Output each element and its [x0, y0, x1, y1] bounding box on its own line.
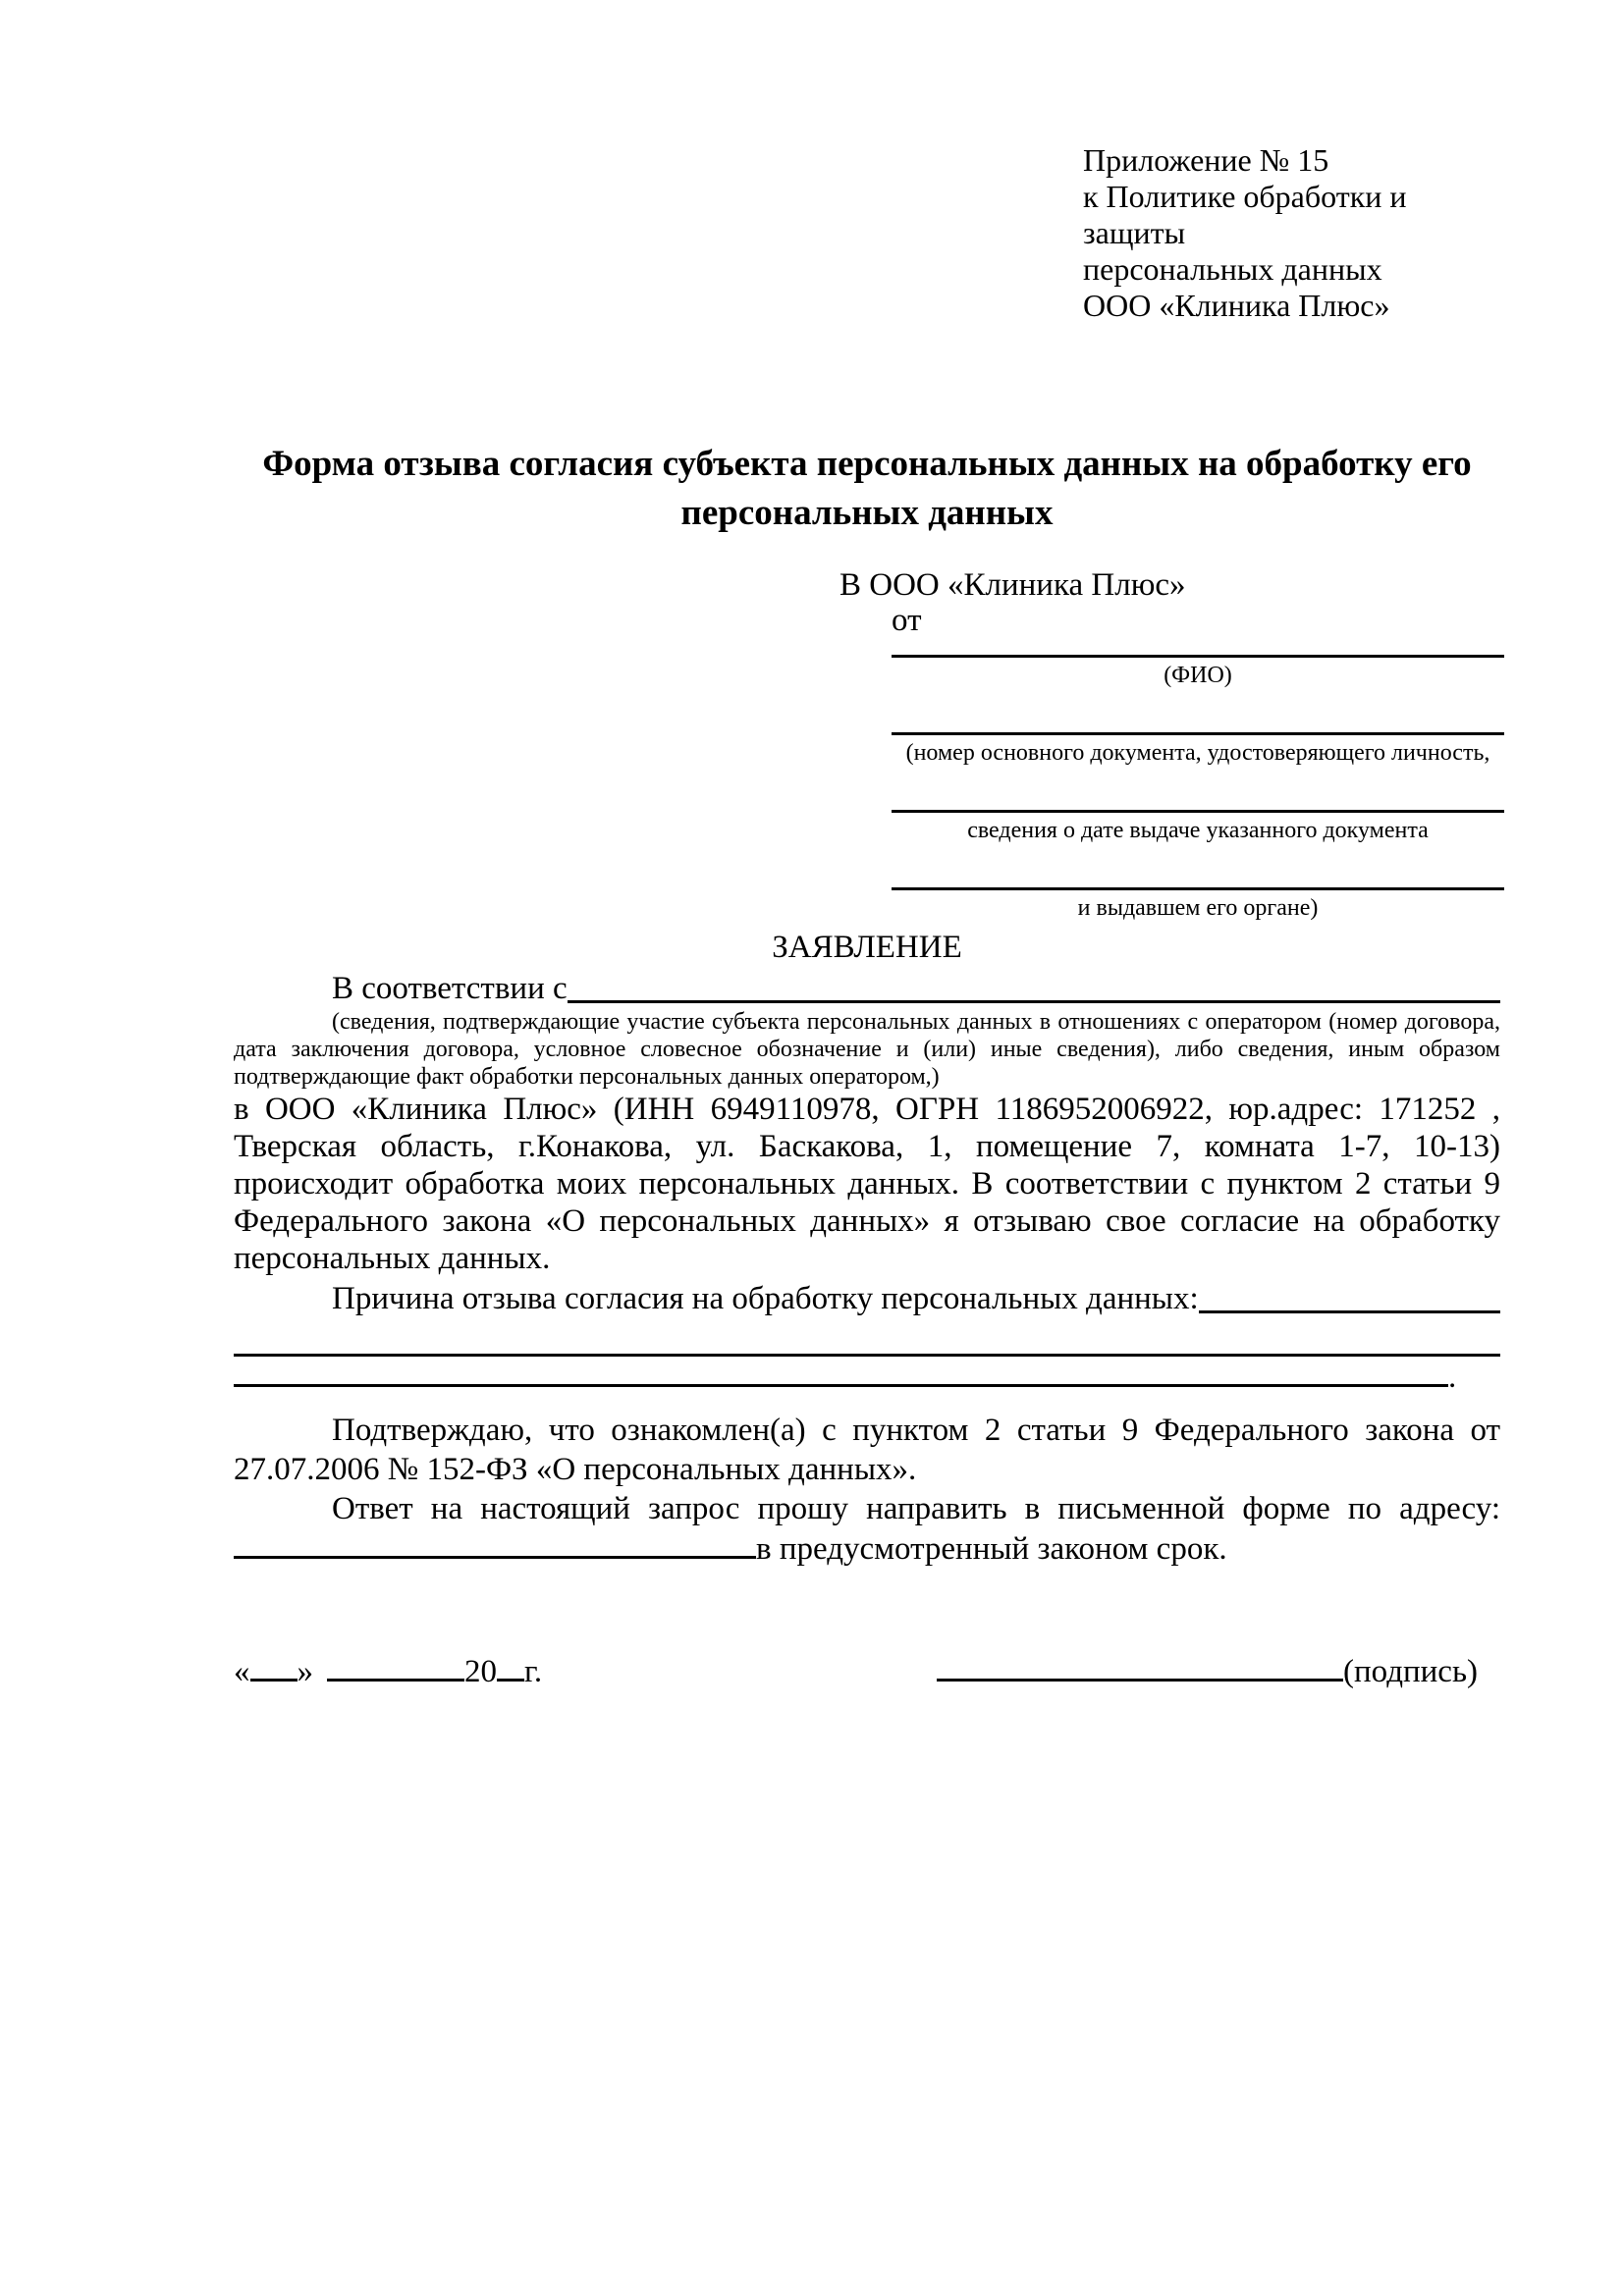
- statement-heading: ЗАЯВЛЕНИЕ: [772, 930, 962, 965]
- year-blank-line: [497, 1651, 524, 1682]
- year-prefix: 20: [464, 1654, 497, 1689]
- field-issue-date: [892, 767, 1504, 844]
- document-title: Форма отзыва согласия субъекта персональных данных на обработку его персональных данных: [262, 444, 1472, 533]
- accordance-note: (сведения, подтверждающие участие субъекта персональных данных в отношениях с оператором (номер договора, дата заключения договора, условное словесное обозначение и (или) иные сведения), либо сведения, иным образом подтверждающие факт обработки персональных данных оператором,): [234, 1009, 1500, 1090]
- reason-blank-line: [1199, 1310, 1500, 1313]
- year-suffix: г.: [524, 1654, 543, 1689]
- issue-date-blank-line: [892, 767, 1504, 813]
- fio-caption: (ФИО): [1164, 663, 1232, 688]
- date-close-quote: »: [297, 1654, 313, 1689]
- confirmation-paragraph: Подтверждаю, что ознакомлен(а) с пунктом 2 статьи 9 Федерального закона от 27.07.2006 № 152-ФЗ «О персональных данных».: [234, 1413, 1500, 1487]
- accordance-blank-line: [568, 1000, 1500, 1003]
- body-paragraph: в ООО «Клиника Плюс» (ИНН 6949110978, ОГРН 1186952006922, юр.адрес: 171252 , Тверская область, г.Конакова, ул. Баскакова, 1, помещение 7, комната 1-7, 10-13) происходит обработка моих персональных данных. В соответствии с пунктом 2 статьи 9 Федерального закона «О персональных данных» я отзываю свое согласие на обработку персональных данных.: [234, 1092, 1500, 1276]
- appendix-header: [1083, 0, 1500, 324]
- signature-blank-line: [937, 1651, 1343, 1682]
- reason-blank-line-3-row: [234, 1357, 1500, 1397]
- date-line: [234, 1651, 542, 1691]
- accordance-row: [234, 969, 1500, 1008]
- issuing-authority-blank-line: [892, 844, 1504, 890]
- issue-date-caption: сведения о дате выдаче указанного документа: [967, 818, 1429, 843]
- appendix-line: Приложение № 15: [1083, 142, 1329, 178]
- field-issuing-authority: [892, 844, 1504, 922]
- day-blank-line: [250, 1651, 298, 1682]
- signature-line: [937, 1651, 1478, 1691]
- reason-blank-line-2: [234, 1318, 1500, 1357]
- document-number-blank-line: [892, 689, 1504, 735]
- addressee-organization: В ООО «Клиника Плюс»: [839, 567, 1186, 603]
- line-end-period: .: [1448, 1360, 1457, 1395]
- reply-address-blank-line: [234, 1528, 756, 1559]
- reply-tail: в предусмотренный законом срок.: [756, 1531, 1227, 1567]
- reply-lead-paragraph: Ответ на настоящий запрос прошу направить в письменной форме по адресу:: [332, 1491, 1500, 1526]
- field-document-number: [892, 689, 1504, 767]
- signature-caption: (подпись): [1343, 1654, 1478, 1689]
- fio-blank-line: [892, 637, 1504, 658]
- appendix-line: к Политике обработки и защиты: [1083, 179, 1407, 250]
- document-number-caption: (номер основного документа, удостоверяющего личность,: [905, 740, 1490, 766]
- month-blank-line: [327, 1651, 464, 1682]
- issuing-authority-caption: и выдавшем его органе): [1077, 895, 1319, 921]
- appendix-line: ООО «Клиника Плюс»: [1083, 288, 1390, 323]
- reason-lead: Причина отзыва согласия на обработку персональных данных:: [332, 1281, 1199, 1316]
- date-signature-row: [234, 1651, 1500, 1691]
- field-fio: [892, 637, 1504, 689]
- reason-row: [234, 1279, 1500, 1318]
- from-label: от: [892, 603, 922, 638]
- appendix-line: персональных данных: [1083, 251, 1382, 287]
- accordance-lead: В соответствии с: [332, 971, 568, 1006]
- reason-blank-line-3: [234, 1357, 1448, 1387]
- reply-address-row: [234, 1528, 1500, 1569]
- date-open-quote: «: [234, 1654, 250, 1689]
